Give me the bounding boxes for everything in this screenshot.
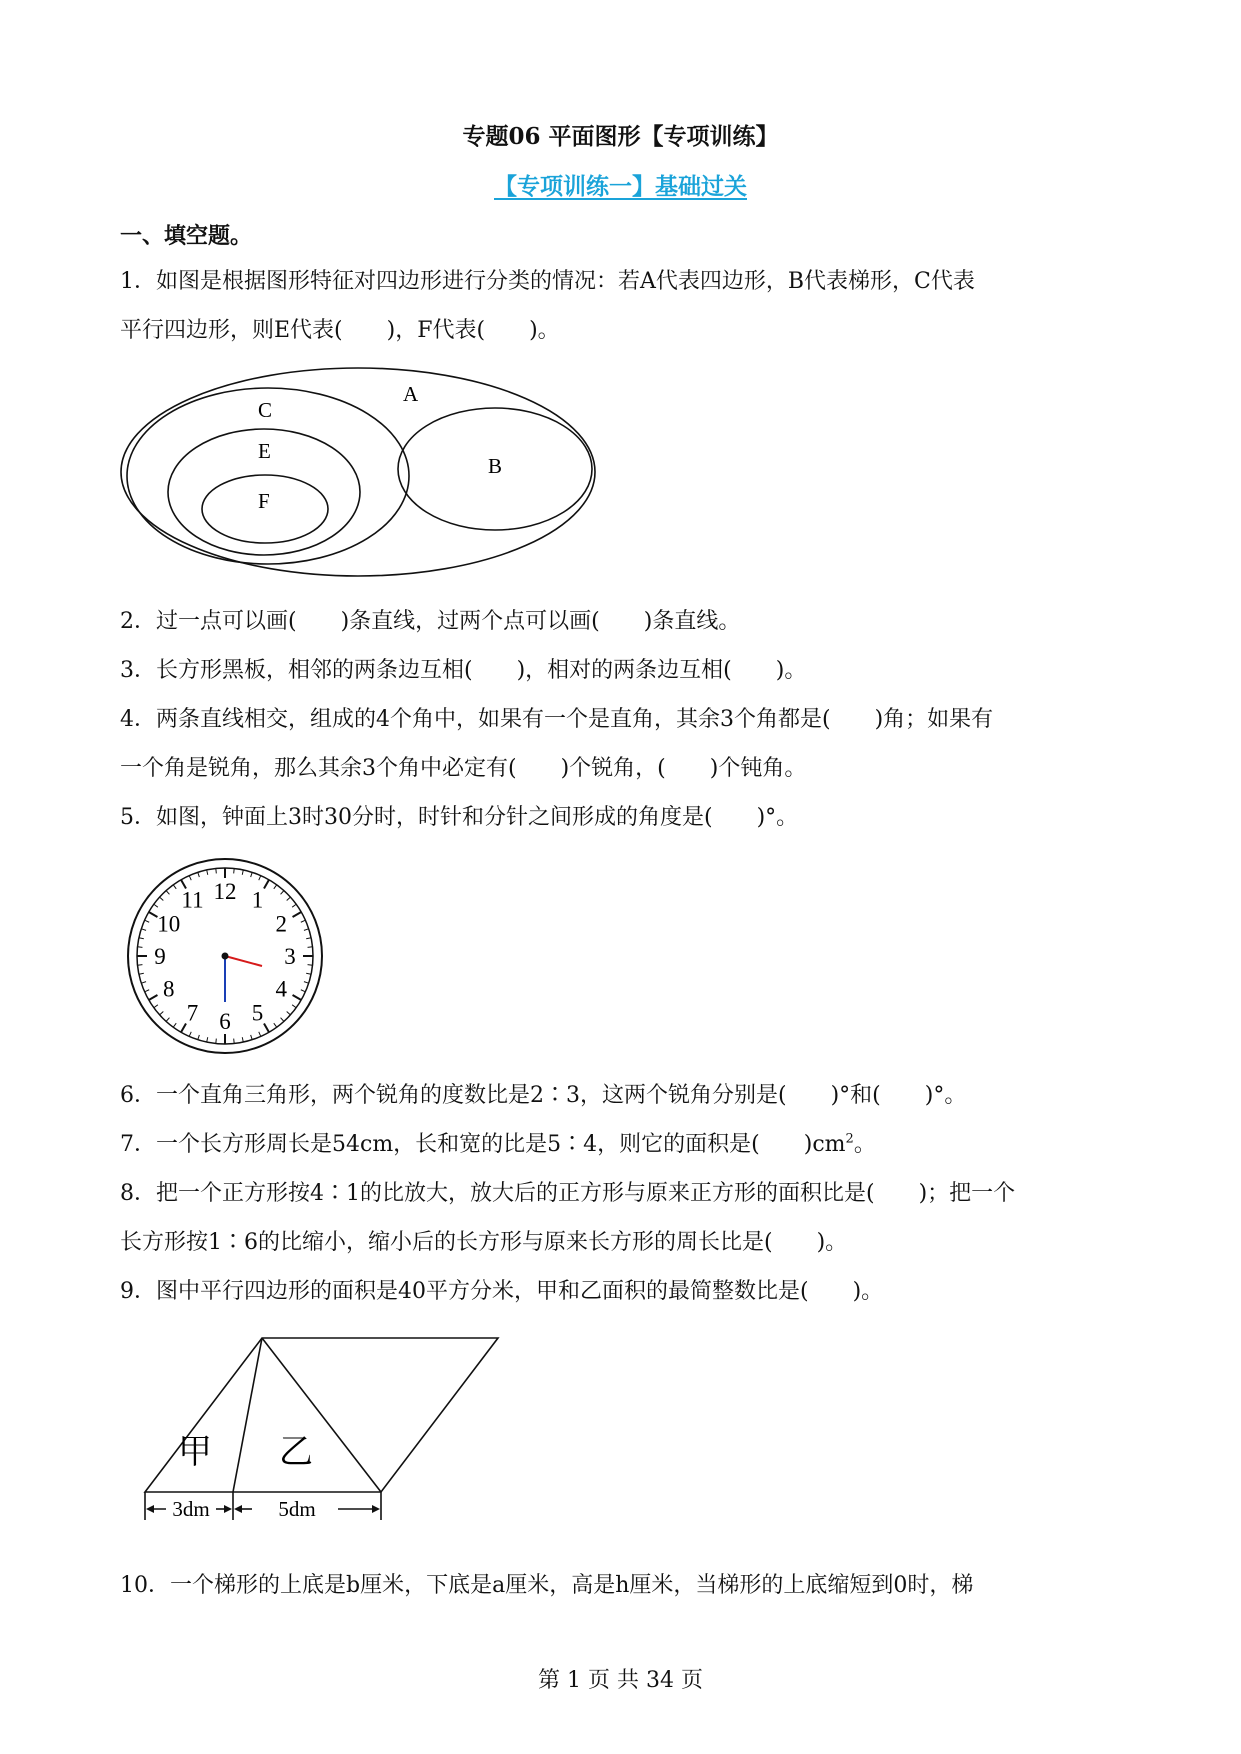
clock-tick (287, 1012, 291, 1015)
clock-tick (145, 990, 150, 992)
clock-tick (281, 1018, 284, 1022)
clock-tick (281, 891, 284, 895)
clock-number: 7 (186, 1000, 199, 1026)
clock-tick (207, 870, 208, 875)
clock-tick (198, 1035, 200, 1040)
clock-tick (154, 1005, 158, 1008)
venn-ellipse-a (121, 368, 595, 576)
clock-tick (189, 876, 191, 881)
clock-tick (137, 965, 142, 966)
clock-tick (274, 885, 277, 889)
venn-label-f: F (258, 489, 270, 513)
clock-tick (234, 868, 235, 873)
clock-number: 1 (251, 887, 264, 913)
clock-tick (207, 1037, 208, 1042)
clock-number: 3 (284, 944, 296, 969)
page-footer: 第 1 页 共 34 页 (538, 1668, 703, 1693)
question-10: 10．一个梯形的上底是b厘米，下底是a厘米，高是h厘米，当梯形的上底缩短到0时，梯 (120, 1573, 974, 1598)
clock-number: 12 (213, 879, 237, 904)
question-6: 6．一个直角三角形，两个锐角的度数比是2∶3，这两个锐角分别是( )°和( )°。 (120, 1083, 967, 1108)
clock-tick (306, 973, 311, 974)
clock-tick (301, 920, 306, 922)
question-2: 2．过一点可以画( )条直线，过两个点可以画( )条直线。 (120, 609, 741, 634)
clock-tick (154, 904, 158, 907)
clock-tick (301, 990, 306, 992)
clock-face (125, 856, 325, 1056)
venn-label-e: E (258, 439, 271, 463)
clock-tick (145, 920, 150, 922)
clock-tick (160, 897, 164, 900)
clock-tick (198, 872, 200, 877)
right-length-label: 5dm (278, 1497, 316, 1521)
section-heading: 一、填空题。 (120, 223, 253, 249)
clock-number: 8 (162, 976, 175, 1002)
clock-number: 9 (154, 944, 166, 969)
venn-label-a: A (403, 382, 419, 406)
question-1-line-1: 1．如图是根据图形特征对四边形进行分类的情况：若A代表四边形，B代表梯形，C代表 (120, 269, 975, 294)
clock-tick (141, 929, 146, 931)
clock-number: 10 (157, 911, 181, 937)
clock-tick (139, 973, 144, 974)
question-8-line-2: 长方形按1∶6的比缩小，缩小后的长方形与原来长方形的周长比是( )。 (120, 1230, 848, 1255)
clock-tick (259, 876, 261, 881)
question-5: 5．如图，钟面上3时30分时，时针和分针之间形成的角度是( )°。 (120, 805, 799, 830)
hour-hand (225, 956, 262, 966)
clock-number: 5 (251, 1000, 264, 1026)
clock-tick (292, 1005, 296, 1008)
question-4-line-2: 一个角是锐角，那么其余3个角中必定有( )个锐角，( )个钝角。 (120, 756, 807, 781)
region-yi-label: 乙 (279, 1434, 313, 1471)
clock-tick (308, 965, 313, 966)
clock-tick (181, 1024, 186, 1033)
clock-tick (304, 982, 309, 984)
region-jia-label: 甲 (178, 1434, 212, 1471)
clock-tick (141, 982, 146, 984)
venn-label-b: B (488, 454, 503, 478)
clock-tick (287, 897, 291, 900)
triangle-divider-left (233, 1338, 262, 1492)
clock-tick (216, 868, 217, 873)
question-7-text: 7．一个长方形周长是54cm，长和宽的比是5∶4，则它的面积是( )cm (120, 1132, 846, 1157)
clock-tick (234, 1039, 235, 1044)
clock-tick (292, 904, 296, 907)
clock-tick (189, 1032, 191, 1037)
question-3: 3．长方形黑板，相邻的两条边互相( )，相对的两条边互相( )。 (120, 658, 807, 683)
clock-tick (306, 938, 311, 939)
question-7 (120, 1127, 876, 1158)
clock-tick (166, 1018, 169, 1022)
clock-number: 2 (275, 911, 288, 937)
clock-tick (308, 947, 313, 948)
question-1-line-2: 平行四边形，则E代表( )，F代表( )。 (120, 318, 560, 343)
clock-tick (160, 1012, 164, 1015)
clock-tick (216, 1039, 217, 1044)
clock-tick (304, 929, 309, 931)
clock-number: 4 (275, 976, 288, 1002)
clock-tick (274, 1023, 277, 1027)
subtitle-link[interactable]: 【专项训练一】基础过关 (494, 173, 747, 200)
parallelogram-figure (138, 1330, 518, 1526)
clock-tick (139, 938, 144, 939)
clock-tick (264, 1024, 269, 1033)
clock-tick (242, 1037, 243, 1042)
clock-tick (137, 947, 142, 948)
question-9: 9．图中平行四边形的面积是40平方分米，甲和乙面积的最简整数比是( )。 (120, 1279, 884, 1304)
clock-tick (251, 872, 253, 877)
clock-tick (173, 1023, 176, 1027)
clock-tick (251, 1035, 253, 1040)
section-subtitle (0, 168, 1241, 201)
clock-tick (264, 880, 269, 889)
clock-tick (293, 912, 302, 917)
venn-diagram (118, 366, 598, 580)
clock-tick (242, 870, 243, 875)
clock-center (222, 953, 229, 960)
clock-tick (166, 891, 169, 895)
question-4-line-1: 4．两条直线相交，组成的4个角中，如果有一个是直角，其余3个角都是( )角；如果有 (120, 707, 994, 732)
venn-label-c: C (258, 398, 273, 422)
question-7-end: 。 (853, 1132, 876, 1157)
clock-tick (259, 1032, 261, 1037)
question-7-superscript: 2 (845, 1131, 854, 1147)
clock-tick (293, 995, 302, 1000)
question-8-line-1: 8．把一个正方形按4∶1的比放大，放大后的正方形与原来正方形的面积比是( )；把一个 (120, 1181, 1016, 1206)
clock-number: 11 (181, 887, 204, 913)
left-length-label: 3dm (172, 1497, 210, 1521)
clock-number: 6 (219, 1009, 231, 1034)
clock-tick (173, 885, 176, 889)
clock-tick (149, 995, 158, 1000)
page-title: 专题06 平面图形【专项训练】 (462, 123, 779, 150)
clock-tick (149, 912, 158, 917)
